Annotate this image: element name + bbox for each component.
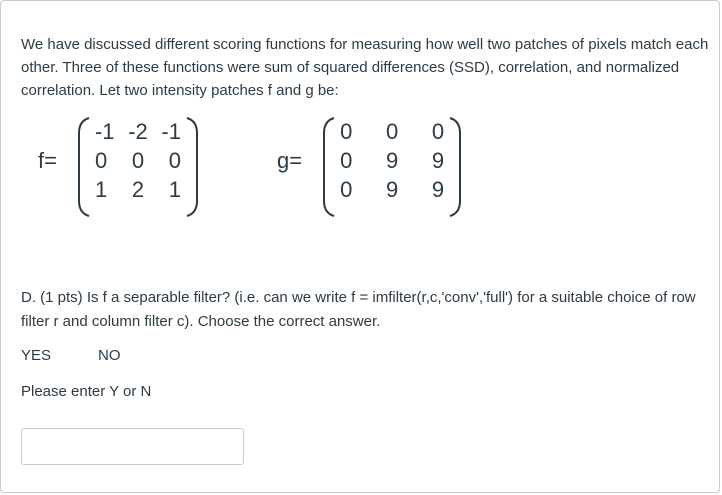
matrix-cell: 1 <box>168 177 181 202</box>
matrix-f-row-1 <box>95 117 181 146</box>
matrix-cell: 0 <box>340 148 353 173</box>
matrix-cell: 9 <box>385 177 399 202</box>
matrix-cell: -1 <box>161 119 181 144</box>
option-no[interactable]: NO <box>98 347 121 364</box>
left-paren-icon <box>77 117 91 217</box>
right-paren-icon <box>185 117 199 217</box>
right-paren-icon <box>448 117 462 217</box>
matrix-cell: 2 <box>131 177 145 202</box>
matrix-g-label: g= <box>277 147 303 173</box>
matrix-f-row-3 <box>95 175 181 204</box>
matrix-f-row-2 <box>95 146 181 175</box>
matrix-g-row-2 <box>340 146 444 175</box>
matrix-cell: -2 <box>128 119 148 144</box>
matrix-g-block <box>277 117 462 204</box>
matrix-g-row-1 <box>340 117 444 146</box>
matrix-g-row-3 <box>340 175 444 204</box>
matrix-cell: 9 <box>431 177 445 202</box>
matrix-cell: 9 <box>431 148 445 173</box>
matrix-f-label: f= <box>38 147 57 173</box>
matrix-cell: 0 <box>431 119 445 144</box>
matrix-cell: -1 <box>94 119 115 144</box>
matrix-cell: 0 <box>168 148 181 173</box>
matrix-f <box>77 117 199 204</box>
intro-text: We have discussed different scoring functions for measuring how well two patches of pixels match each other. Three of these functions were sum of squared differences (SSD), correlation, and normalized correlation. Let two intensity patches f and g be: <box>21 36 709 99</box>
matrix-cell: 0 <box>385 119 399 144</box>
matrix-cell: 0 <box>340 119 353 144</box>
option-yes[interactable]: YES <box>21 347 52 364</box>
matrix-cell: 9 <box>385 148 399 173</box>
matrix-cell: 0 <box>94 148 108 173</box>
question-text: D. (1 pts) Is f a separable filter? (i.e. can we write f = imfilter(r,c,'conv','full') for a suitable choice of row filter r and column filter c). Choose the correct answer. <box>21 289 696 330</box>
matrix-g <box>322 117 462 204</box>
matrix-f-block <box>38 117 199 204</box>
matrix-cell: 0 <box>340 177 353 202</box>
answer-options <box>21 347 121 364</box>
answer-prompt: Please enter Y or N <box>21 383 152 400</box>
answer-input[interactable] <box>21 428 244 465</box>
matrix-cell: 0 <box>131 148 145 173</box>
matrix-cell: 1 <box>94 177 108 202</box>
left-paren-icon <box>322 117 336 217</box>
